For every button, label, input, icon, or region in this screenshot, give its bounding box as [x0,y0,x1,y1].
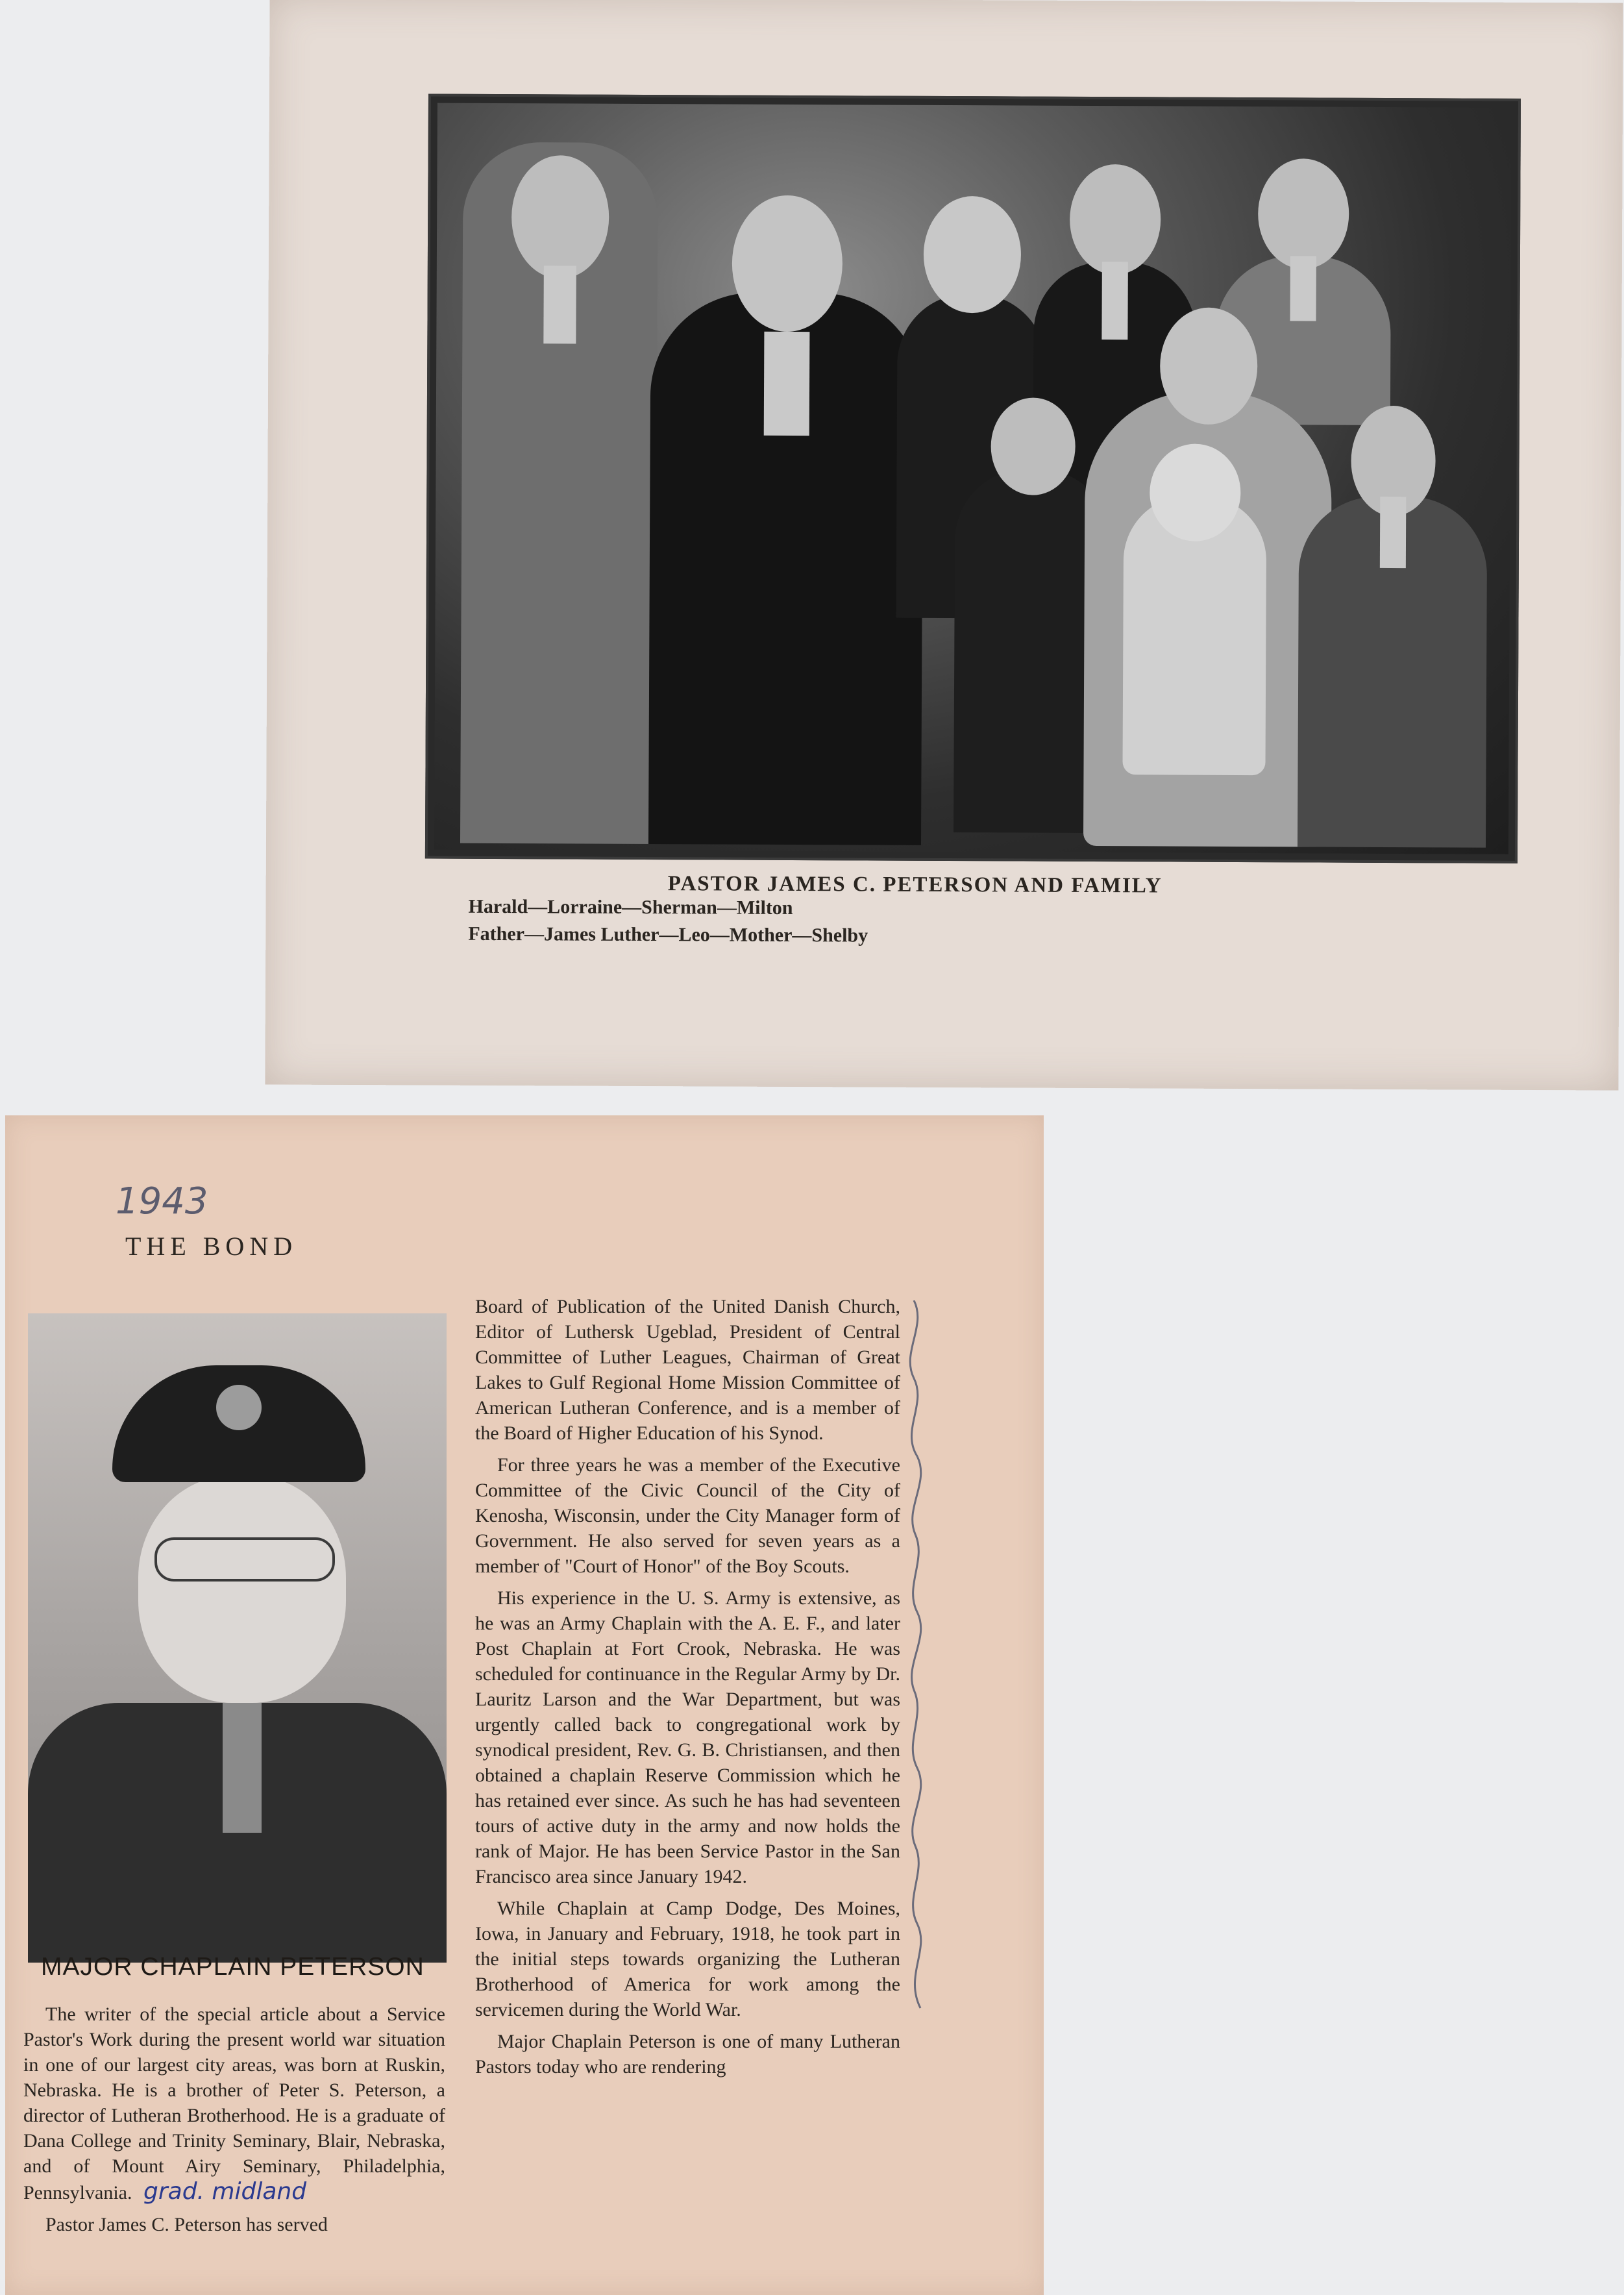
photo-backdrop [434,103,1512,854]
figure-shelby [1298,496,1487,847]
figure-harald [460,142,658,844]
pen-squiggle-mark [901,1300,940,2015]
article-paragraph: The writer of the special article about a Service Pastor's Work during the present world war situation in one of our largest city areas, was born at Ruskin, Nebraska. He is a brother of Peter S. Peterson, a director of Lutheran Brotherhood. He is a graduate of Dana College and Trinity Seminary, Blair, Nebraska, and of Mount Airy Seminary, Philadelphia, Pennsylvania. grad. midland [23,2003,445,2205]
article-paragraph: For three years he was a member of the Executive Committee of the Civic Council of the City of Kenosha, Wisconsin, under the City Manager form of Government. He also served for seven years as a member of "Court of Honor" of the Boy Scouts. [475,1454,900,1577]
article-headline: MAJOR CHAPLAIN PETERSON [41,1953,424,1981]
handwritten-note: grad. midland [143,2178,307,2205]
chaplain-portrait [28,1313,447,1963]
publication-masthead: THE BOND [125,1232,298,1261]
figure-james-luther [1122,495,1266,775]
photo-caption-names-row1: Harald—Lorraine—Sherman—Milton [468,895,793,919]
cap-insignia-icon [216,1385,262,1430]
article-paragraph: Major Chaplain Peterson is one of many Lutheran Pastors today who are rendering [475,2031,900,2078]
article-right-column [475,1294,900,2086]
newspaper-clipping [5,1115,1044,2295]
article-paragraph: Pastor James C. Peterson has served [45,2214,328,2235]
article-paragraph: His experience in the U. S. Army is extensive, as he was an Army Chaplain with the A. E. F., and later Post Chaplain at Fort Crook, Nebraska. He was scheduled for continuance in the Regular Army by Dr. Lauritz Larson and the War Department, but was urgently called back to congregational work by synodical president, Rev. G. B. Christiansen, and then obtained a chaplain Reserve Commission which he has retained ever since. As such he has had seventeen tours of active duty in the army and now holds the rank of Major. He has been Service Pastor in the San Francisco area since January 1942. [475,1587,900,1887]
article-paragraph: Board of Publication of the United Danish Church, Editor of Luthersk Ugeblad, President of Central Committee of Luther Leagues, Chairman of Great Lakes to Gulf Regional Home Mission Committee of American Lutheran Conference, and is a member of the Board of Higher Education of his Synod. [475,1296,900,1444]
article-left-column [23,2002,445,2244]
photo-caption-names-row2: Father—James Luther—Leo—Mother—Shelby [468,923,868,947]
family-photograph [425,94,1521,863]
photo-caption-title: PASTOR JAMES C. PETERSON AND FAMILY [667,872,1163,898]
article-paragraph: While Chaplain at Camp Dodge, Des Moines, Iowa, in January and February, 1918, he took part in the initial steps towards organizing the Lutheran Brotherhood of America for work among the servicemen during the World War. [475,1898,900,2020]
family-photo-card [265,0,1623,1091]
figure-father [648,292,924,845]
handwritten-year: 1943 [116,1180,208,1222]
